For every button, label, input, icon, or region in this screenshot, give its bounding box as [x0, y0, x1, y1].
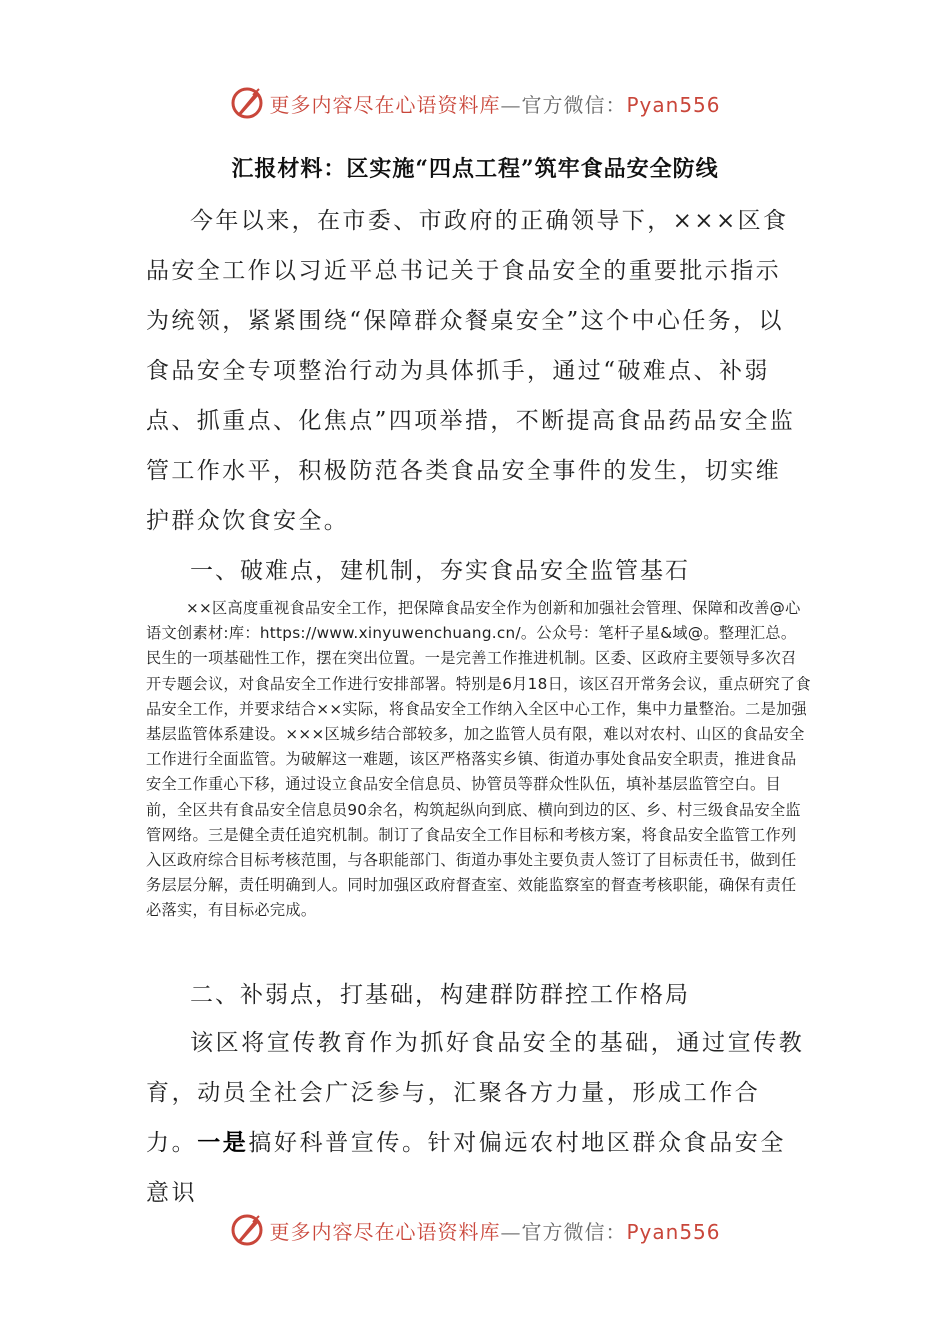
bold-marker: 一是	[197, 1129, 249, 1156]
watermark-footer	[0, 1210, 950, 1250]
section-heading-1: 一、破难点，建机制，夯实食品安全监管基石	[190, 558, 690, 584]
watermark-header	[0, 83, 950, 123]
watermark-text: 更多内容尽在心语资料库—官方微信：Pyan556	[269, 92, 721, 117]
intro-paragraph: 今年以来，在市委、市政府的正确领导下，×××区食品安全工作以习近平总书记关于食品安全的重要批示指示为统领，紧紧围绕“保障群众餐桌安全”这个中心任务，以食品安全专项整治行动为具体抓手，通过“破难点、补弱点、抓重点、化焦点”四项举措，不断提高食品药品安全监管工作水平，积极防范各类食品安全事件的发生，切实维护群众饮食安全。	[146, 208, 796, 534]
watermark-text: 更多内容尽在心语资料库—官方微信：Pyan556	[269, 1219, 721, 1244]
section-heading-2: 二、补弱点，打基础，构建群防群控工作格局	[190, 982, 690, 1008]
quill-logo-icon	[229, 85, 265, 121]
document-title: 汇报材料：区实施“四点工程”筑牢食品安全防线	[231, 156, 719, 182]
quill-logo-icon	[229, 1212, 265, 1248]
section-1-paragraph: ××区高度重视食品安全工作，把保障食品安全作为创新和加强社会管理、保障和改善@心语文创素材:库：https://www.xinyuwenchuang.cn/。公众号：笔杆子星&域@。整理汇总。民生的一项基础性工作，摆在突出位置。一是完善工作推进机制。区委、区政府主要领导多次召开专题会议，对食品安全工作进行安排部署。特别是6月18日，该区召开常务会议，重点研究了食品安全工作，并要求结合××实际，将食品安全工作纳入全区中心工作，集中力量整治。二是加强基层监管体系建设。×××区城乡结合部较多，加之监管人员有限，难以对农村、山区的食品安全工作进行全面监管。为破解这一难题，该区严格落实乡镇、街道办事处食品安全职责，推进食品安全工作重心下移，通过设立食品安全信息员、协管员等群众性队伍，填补基层监管空白。目前，全区共有食品安全信息员90余名，构筑起纵向到底、横向到边的区、乡、村三级食品安全监管网络。三是健全责任追究机制。制订了食品安全工作目标和考核方案，将食品安全监管工作列入区政府综合目标考核范围，与各职能部门、街道办事处主要负责人签订了目标责任书，做到任务层层分解，责任明确到人。同时加强区政府督查室、效能监察室的督查考核职能，确保有责任必落实，有目标必完成。	[146, 599, 811, 920]
section-2-paragraph: 该区将宣传教育作为抓好食品安全的基础，通过宣传教育，动员全社会广泛参与，汇聚各方力量，形成工作合力。一是搞好科普宣传。针对偏远农村地区群众食品安全意识	[146, 1030, 805, 1206]
